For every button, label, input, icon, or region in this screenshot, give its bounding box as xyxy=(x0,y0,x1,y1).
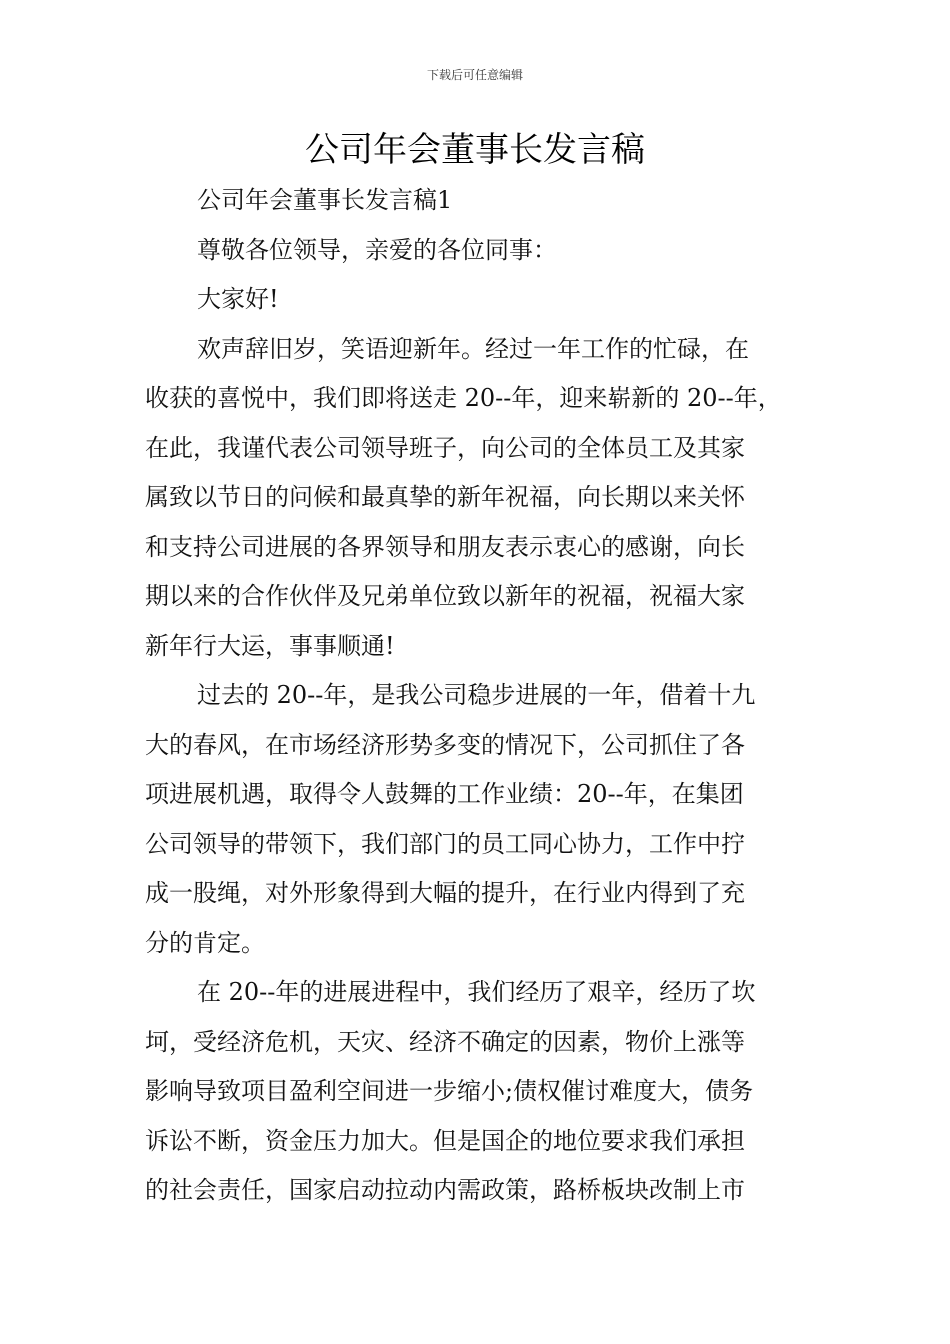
paragraph-line: 分的肯定。 xyxy=(145,928,265,957)
document-body xyxy=(145,176,810,1216)
paragraph-line: 项进展机遇，取得令人鼓舞的工作业绩：20--年，在集团 xyxy=(145,780,744,808)
paragraph-line: 公司领导的带领下，我们部门的员工同心协力，工作中拧 xyxy=(145,829,745,858)
paragraph-line: 诉讼不断，资金压力加大。但是国企的地位要求我们承担 xyxy=(145,1126,745,1155)
paragraph-line: 欢声辞旧岁，笑语迎新年。经过一年工作的忙碌，在 xyxy=(197,334,749,363)
paragraph-line: 收获的喜悦中，我们即将送走 20--年，迎来崭新的 20--年， xyxy=(145,384,782,412)
salutation-line: 尊敬各位领导，亲爱的各位同事： xyxy=(197,235,557,264)
paragraph-line: 的社会责任，国家启动拉动内需政策，路桥板块改制上市 xyxy=(145,1176,745,1204)
paragraph-line: 过去的 20--年，是我公司稳步进展的一年，借着十九 xyxy=(197,681,756,709)
paragraph-line: 在 20--年的进展进程中，我们经历了艰辛，经历了坎 xyxy=(197,978,756,1006)
greeting-line: 大家好! xyxy=(197,285,279,313)
header-note: 下载后可任意编辑 xyxy=(426,68,523,82)
paragraph-line: 新年行大运，事事顺通! xyxy=(145,631,395,660)
paragraph-line: 成一股绳，对外形象得到大幅的提升，在行业内得到了充 xyxy=(145,879,745,907)
subtitle-line: 公司年会董事长发言稿1 xyxy=(197,186,453,214)
paragraph-line: 期以来的合作伙伴及兄弟单位致以新年的祝福，祝福大家 xyxy=(145,582,745,610)
paragraph-line: 属致以节日的问候和最真挚的新年祝福，向长期以来关怀 xyxy=(145,483,745,511)
paragraph-line: 坷，受经济危机，天灾、经济不确定的因素，物价上涨等 xyxy=(145,1027,745,1056)
paragraph-line: 在此，我谨代表公司领导班子，向公司的全体员工及其家 xyxy=(145,433,745,462)
paragraph-line: 和支持公司进展的各界领导和朋友表示衷心的感谢，向长 xyxy=(145,532,745,561)
paragraph-line: 大的春风，在市场经济形势多变的情况下，公司抓住了各 xyxy=(145,730,745,759)
paragraph-line: 影响导致项目盈利空间进一步缩小;债权催讨难度大，债务 xyxy=(145,1077,754,1105)
document-title: 公司年会董事长发言稿 xyxy=(305,130,645,170)
